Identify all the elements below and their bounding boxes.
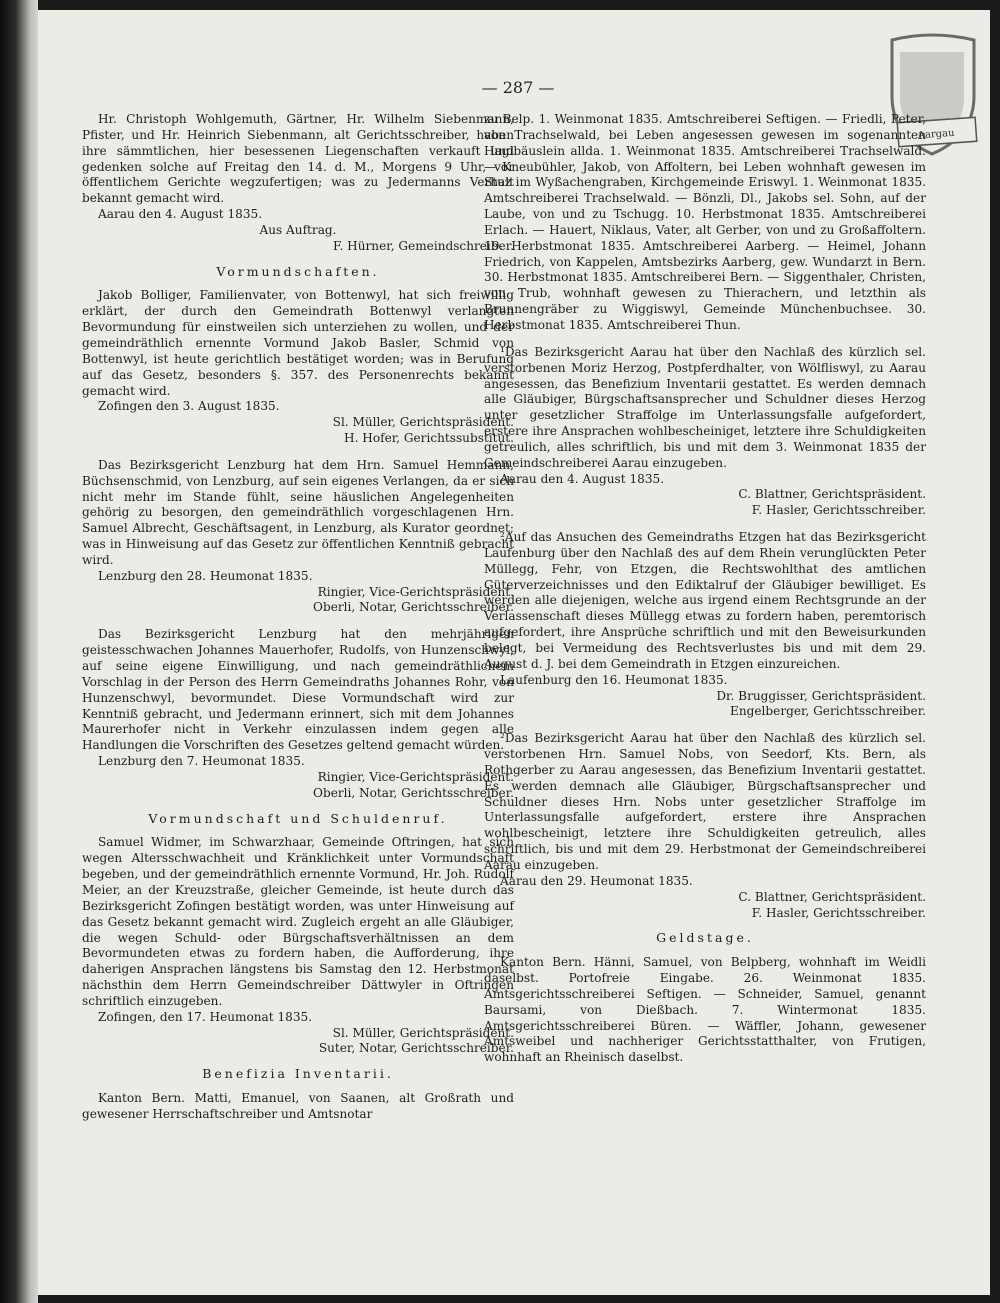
notice-signature: Sl. Müller, Gerichtspräsident.: [332, 1025, 514, 1040]
notice-signature: F. Hürner, Gemeindschreiber.: [332, 238, 514, 253]
page-number: — 287 —: [481, 78, 555, 97]
notice-signature: Suter, Notar, Gerichtsschreiber.: [318, 1041, 514, 1056]
section-heading: Vormundschaften.: [216, 263, 380, 279]
notice-signature: H. Hofer, Gerichtssubstitut.: [344, 431, 514, 446]
notice-text: Jakob Bolliger, Familienvater, von Bottenwyl, hat sich freiwillig erklärt, der durch den Gemeindrath Bottenwyl verlangten Bevormundung für einstweilen sich unterziehen zu wollen, und der gemeindräthlich ernennte Vormund Jakob Basler, Schmid von Bottenwyl, ist heute gerichtlich bestätiget worden; was in Berufung auf das Gesetz, besonders §. 357. des Personenrechts bekannt gemacht wird.: [82, 288, 514, 398]
notice-signature: Sl. Müller, Gerichtspräsident.: [332, 415, 514, 430]
notice-signature: Engelberger, Gerichtsschreiber.: [730, 704, 926, 719]
notice-date: Laufenburg den 16. Heumonat 1835.: [500, 672, 728, 687]
notice-text: Das Bezirksgericht Lenzburg hat den mehrjährigen geistesschwachen Johannes Mauerhofer, Rudolfs, von Hunzenschwyl, auf seine eigene Einwilligung, und nach gemeindräthlichem Vorschlag in der Person des Herrn Gemeindraths Johannes Rohr, von Hunzenschwyl, bevormundet. Diese Vormundschaft wird zur Kenntniß gebracht, und Jedermann erinnert, sich mit dem Johannes Maurerhofer nicht in Verkehr einzulassen indem gegen alle Handlungen die Vorschriften des Gesetzes geltend gemacht würden.: [82, 627, 514, 753]
svg-text:Aargau: Aargau: [917, 127, 955, 142]
notice-date: Lenzburg den 7. Heumonat 1835.: [98, 754, 305, 769]
notice-text: zu Belp. 1. Weinmonat 1835. Amtschreiberei Seftigen. — Friedli, Peter, von Trachselwald, bei Leben angesessen gewesen im sogenannten Hagibäuslein allda. 1. Weinmonat 1835. Amtschreiberei Trachselwald. — Kneubühler, Jakob, von Affoltern, bei Leben wohnhaft gewesen im Stuz im Wyßachengraben, Kirchgemeinde Eriswyl. 1. Weinmonat 1835. Amtschreiberei Trachselwald. — Bönzli, Dl., Jakobs sel. Sohn, auf der Laube, von und zu Tschugg. 10. Herbstmonat 1835. Amtschreiberei Erlach. — Hauert, Niklaus, Vater, alt Gerber, von und zu Großaffoltern. 19. Herbstmonat 1835. Amtschreiberei Aarberg. — Heimel, Johann Friedrich, von Kappelen, Amtsbezirks Aarberg, gew. Wundarzt in Bern. 30. Herbstmonat 1835. Amtschreiberei Bern. — Siggenthaler, Christen, von Trub, wohnhaft gewesen zu Thierachern, und letzthin als Brunnengräber zu Wiggiswyl, Gemeinde Münchenbuchsee. 30. Herbstmonat 1835. Amtschreiberei Thun.: [484, 112, 926, 332]
notice-signature: Ringier, Vice-Gerichtspräsident.: [317, 584, 514, 599]
section-heading: Vormundschaft und Schuldenruf.: [148, 810, 448, 826]
notice-signature: Aus Auftrag.: [259, 222, 337, 237]
notice-text: ²Auf das Ansuchen des Gemeindraths Etzgen hat das Bezirksgericht Laufenburg über den Nachlaß des auf dem Rhein verunglückten Peter Müllegg, Fehr, von Etzgen, die Rechtswohlthat des amtlichen Güterverzeichnisses und den Ediktalruf der Gläubiger bewilliget. Es werden alle diejenigen, welche aus irgend einem Rechtsgrunde an der Verlassenschaft dieses Müllegg etwas zu fordern haben, peremtorisch aufgefordert, ihre Ansprüche schriftlich und mit den Beweisurkunden belegt, bei Vermeidung des Rechtsverlustes bis und mit dem 29. August d. J. bei dem Gemeindrath in Etzgen einzureichen.: [484, 530, 926, 671]
notice-signature: C. Blattner, Gerichtspräsident.: [738, 889, 926, 904]
notice-date: Aarau den 4. August 1835.: [500, 471, 665, 486]
notice-date: Aarau den 29. Heumonat 1835.: [500, 873, 693, 888]
notice-signature: Oberli, Notar, Gerichtsschreiber.: [313, 600, 514, 615]
notice-text: Kanton Bern. Hänni, Samuel, von Belpberg, wohnhaft im Weidli daselbst. Portofreie Eingabe. 26. Weinmonat 1835. Amtsgerichtsschreiberei Seftigen. — Schneider, Samuel, genannt Baursami, von Dießbach. 7. Wintermonat 1835. Amtsgerichtsschreiberei Büren. — Wäffler, Johann, gewesener Amtsweibel und nachheriger Gerichtsstatthalter, von Frutigen, wohnhaft an Rheinisch daselbst.: [484, 955, 926, 1065]
right-column: [484, 112, 926, 1066]
notice-date: Lenzburg den 28. Heumonat 1835.: [98, 568, 313, 583]
notice-date: Zofingen den 3. August 1835.: [98, 399, 280, 414]
notice-signature: F. Hasler, Gerichtsschreiber.: [751, 503, 926, 518]
notice-text: ¹Das Bezirksgericht Aarau hat über den Nachlaß des kürzlich sel. verstorbenen Moriz Herzog, Postpferdhalter, von Wölfliswyl, zu Aarau angesessen, das Benefizium Inventarii gestattet. Es werden demnach alle Gläubiger, Bürgschaftsansprecher und Schuldner dieses Herzog unter gesetzlicher Straffolge im Unterlassungsfalle aufgefordert, erstere ihre Ansprachen wohlbescheiniget, letztere ihre Schuldigkeiten getreulich, alles schriftlich, bis und mit dem 3. Weinmonat 1835 der Gemeindschreiberei Aarau einzugeben.: [484, 344, 926, 470]
page-edge-shadow: [0, 0, 38, 1303]
notice-text: Samuel Widmer, im Schwarzhaar, Gemeinde Oftringen, hat sich wegen Altersschwachheit und Kränklichkeit unter Vormundschaft begeben, und der gemeindräthlich ernennte Vormund, Hr. Joh. Rudolf Meier, an der Kreuzstraße, gleicher Gemeinde, ist heute durch das Bezirksgericht Zofingen bestätigt worden, was unter Hinweisung auf das Gesetz bekannt gemacht wird. Zugleich ergeht an alle Gläubiger, die wegen Schuld- oder Bürgschaftsverhältnissen an dem Bevormundeten etwas zu fordern haben, die Aufforderung, ihre daherigen Ansprachen längstens bis Samstag den 12. Herbstmonat nächsthin dem Herrn Gemeindschreiber Dättwyler in Oftringen schriftlich einzugeben.: [82, 835, 514, 1008]
notice-date: Zofingen, den 17. Heumonat 1835.: [98, 1009, 313, 1024]
notice-text: Hr. Christoph Wohlgemuth, Gärtner, Hr. Wilhelm Siebenmann, Pfister, und Hr. Heinrich Siebenmann, alt Gerichtsschreiber, haben ihre sämmtlichen, hier besessenen Liegenschaften verkauft und gedenken solche auf Freitag den 14. d. M., Morgens 9 Uhr, vor öffentlichem Gerichte wegzufertigen; was zu Jedermanns Verhalt bekannt gemacht wird.: [82, 112, 514, 206]
notice-signature: Dr. Bruggisser, Gerichtspräsident.: [716, 688, 926, 703]
notice-signature: Ringier, Vice-Gerichtspräsident.: [317, 769, 514, 784]
notice-signature: C. Blattner, Gerichtspräsident.: [738, 487, 926, 502]
notice-signature: Oberli, Notar, Gerichtsschreiber.: [313, 785, 514, 800]
notice-text: ²Das Bezirksgericht Aarau hat über den Nachlaß des kürzlich sel. verstorbenen Hrn. Samuel Nobs, von Seedorf, Kts. Bern, als Rothgerber zu Aarau angesessen, das Benefizium Inventarii gestattet. Es werden demnach alle Gläubiger, Bürgschaftsansprecher und Schuldner dieses Hrn. Nobs unter gesetzlicher Straffolge im Unterlassungsfalle aufgefordert, erstere ihre Ansprachen wohlbescheinigt, letztere ihre Schuldigkeiten getreulich, alles schriftlich, bis und mit dem 29. Herbstmonat der Gemeindschreiberei Aarau einzugeben.: [484, 731, 926, 872]
document-page: [38, 10, 990, 1295]
section-heading: Geldstage.: [656, 930, 754, 946]
notice-date: Aarau den 4. August 1835.: [98, 207, 263, 222]
notice-text: Kanton Bern. Matti, Emanuel, von Saanen, alt Großrath und gewesener Herrschaftschreiber und Amtsnotar: [82, 1091, 514, 1121]
notice-text: Das Bezirksgericht Lenzburg hat dem Hrn. Samuel Hemmann, Büchsenschmid, von Lenzburg, auf sein eigenes Verlangen, da er sich nicht mehr im Stande fühlt, seine häuslichen Angelegenheiten gehörig zu besorgen, den gemeindräthlich vorgeschlagenen Hrn. Samuel Albrecht, Geschäftsagent, in Lenzburg, als Kurator geordnet; was in Hinweisung auf das Gesetz zur öffentlichen Kenntniß gebracht wird.: [82, 457, 514, 567]
notice-signature: F. Hasler, Gerichtsschreiber.: [751, 905, 926, 920]
left-column: [82, 112, 514, 1123]
section-heading: Benefizia Inventarii.: [202, 1066, 394, 1082]
